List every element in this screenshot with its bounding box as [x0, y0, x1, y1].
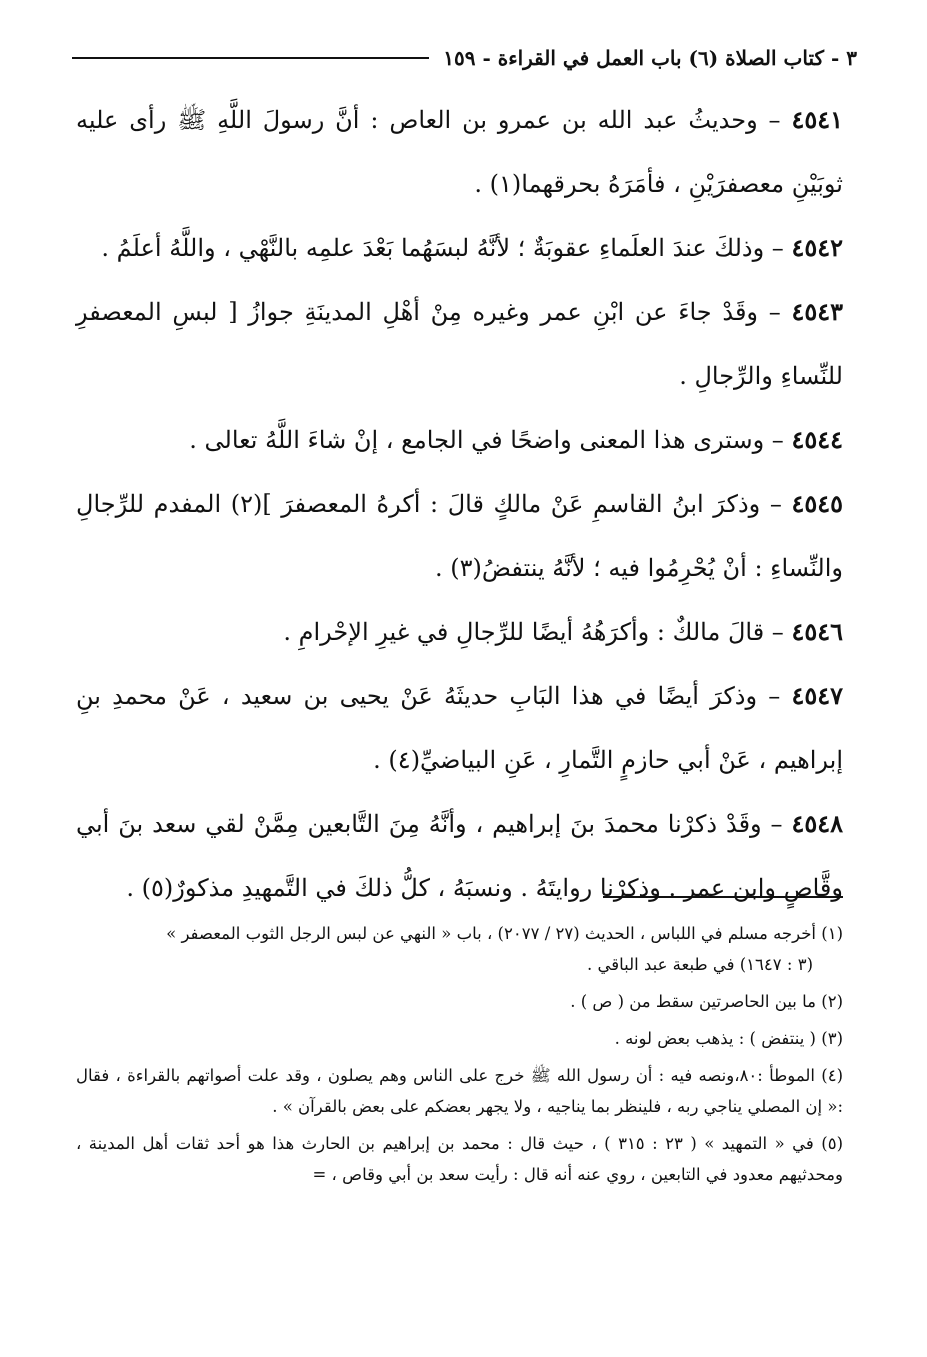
paragraph-4543 — [76, 280, 843, 408]
paragraph-text: – وحديثُ عبد الله بن عمرو بن العاص : أنَّ رسولَ اللَّهِ ﷺ رأى عليه ثوبَيْنِ معصفرَيْنِ ، فأمَرَهُ بحرقهما(١) . — [76, 106, 843, 198]
footnote-text: (٤) الموطأ :٨٠،ونصه فيه : أن رسول الله ﷺ خرج على الناس وهم يصلون ، وقد علت أصواتهم بالقراءة ، فقال :« إن المصلي يناجي ربه ، فلينظر بما يناجيه ، ولا يجهر بعضكم على بعض بالقرآن » . — [76, 1066, 844, 1116]
paragraph-4547 — [76, 664, 843, 792]
footnote-1 — [76, 918, 843, 980]
paragraph-number: ٤٥٤٥ — [791, 489, 843, 518]
paragraph-number: ٤٥٤٣ — [791, 297, 843, 326]
footnote-5 — [76, 1128, 843, 1190]
footnote-text: (١) أخرجه مسلم في اللباس ، الحديث (٢٧ / ٢٠٧٧) ، باب « النهي عن لبس الرجل الثوب المعصفر » — [166, 924, 843, 943]
paragraph-4546 — [76, 600, 843, 664]
paragraph-text: – وذلكَ عندَ العلَماءِ عقوبَةٌ ؛ لأنَّهُ لبسَهُما بَعْدَ علمِه بالنَّهْي ، واللَّهُ أعلَمُ . — [101, 234, 792, 262]
paragraph-number: ٤٥٤٢ — [791, 233, 843, 262]
header-rule — [72, 57, 429, 59]
paragraph-4541 — [76, 88, 843, 216]
paragraph-text: – وذكرَ ابنُ القاسمِ عَنْ مالكٍ قالَ : أكرهُ المعصفرَ ](٢) المفدم للرِّجالِ والنِّساءِ : أنْ يُحْرِمُوا فيه ؛ لأنَّهُ ينتفضُ(٣) . — [76, 490, 843, 582]
paragraph-number: ٤٥٤٧ — [791, 681, 843, 710]
footnotes — [76, 918, 843, 1196]
footnote-continuation: (٣ : ١٦٤٧) في طبعة عبد الباقي . — [586, 955, 813, 974]
paragraph-number: ٤٥٤٤ — [791, 425, 843, 454]
header-title: ٣ - كتاب الصلاة (٦) باب العمل في القراءة - ١٥٩ — [443, 46, 857, 70]
footnote-text: (٣) ( ينتفض ) : يذهب بعض لونه . — [614, 1029, 843, 1048]
running-header — [72, 38, 857, 78]
footnote-4 — [76, 1060, 843, 1122]
footnote-3 — [76, 1023, 843, 1054]
paragraph-text: – قالَ مالكٌ : وأكرَهُهُ أيضًا للرِّجالِ في غيرِ الإحْرامِ . — [283, 618, 792, 646]
paragraph-4548 — [76, 792, 843, 920]
paragraph-4545 — [76, 472, 843, 600]
paragraph-number: ٤٥٤١ — [791, 105, 843, 134]
paragraph-text: – وقَدْ جاءَ عن ابْنِ عمر وغيره مِنْ أهْلِ المدينَةِ جوازُ [ لبسِ المعصفرِ للنِّساءِ والرِّجالِ . — [76, 298, 843, 390]
footnote-separator — [603, 896, 843, 898]
paragraph-4542 — [76, 216, 843, 280]
footnote-2 — [76, 986, 843, 1017]
paragraph-number: ٤٥٤٦ — [791, 617, 843, 646]
footnote-text: (٢) ما بين الحاصرتين سقط من ( ص ) . — [570, 992, 843, 1011]
paragraph-text: – وذكرَ أيضًا في هذا البَابِ حديثَهُ عَنْ يحيى بن سعيد ، عَنْ محمدِ بنِ إبراهيم ، عَنْ أبي حازمٍ التَّمارِ ، عَنِ البياضيِّ(٤) . — [76, 682, 843, 774]
paragraph-number: ٤٥٤٨ — [791, 809, 843, 838]
paragraph-text: – وسترى هذا المعنى واضحًا في الجامع ، إنْ شاءَ اللَّهُ تعالى . — [189, 426, 792, 454]
main-text — [76, 88, 843, 920]
paragraph-text: – وقَدْ ذكرْنا محمدَ بنَ إبراهيم ، وأنَّهُ مِنَ التَّابعين مِمَّنْ لقي سعد بنَ أبي وقَّاصٍ وابن عمر . وذكرْنا روايتَهُ . ونسبَهُ ، كلُّ ذلكَ في التَّمهيدِ مذكورٌ(٥) . — [76, 810, 843, 902]
footnote-text: (٥) في « التمهيد » ( ٢٣ : ٣١٥ ) ، حيث قال : محمد بن إبراهيم بن الحارث هذا هو أحد ثقات أهل المدينة ، ومحدثيهم معدود في التابعين ، روي عنه أنه قال : رأيت سعد بن أبي وقاص ، = — [76, 1134, 843, 1184]
paragraph-4544 — [76, 408, 843, 472]
